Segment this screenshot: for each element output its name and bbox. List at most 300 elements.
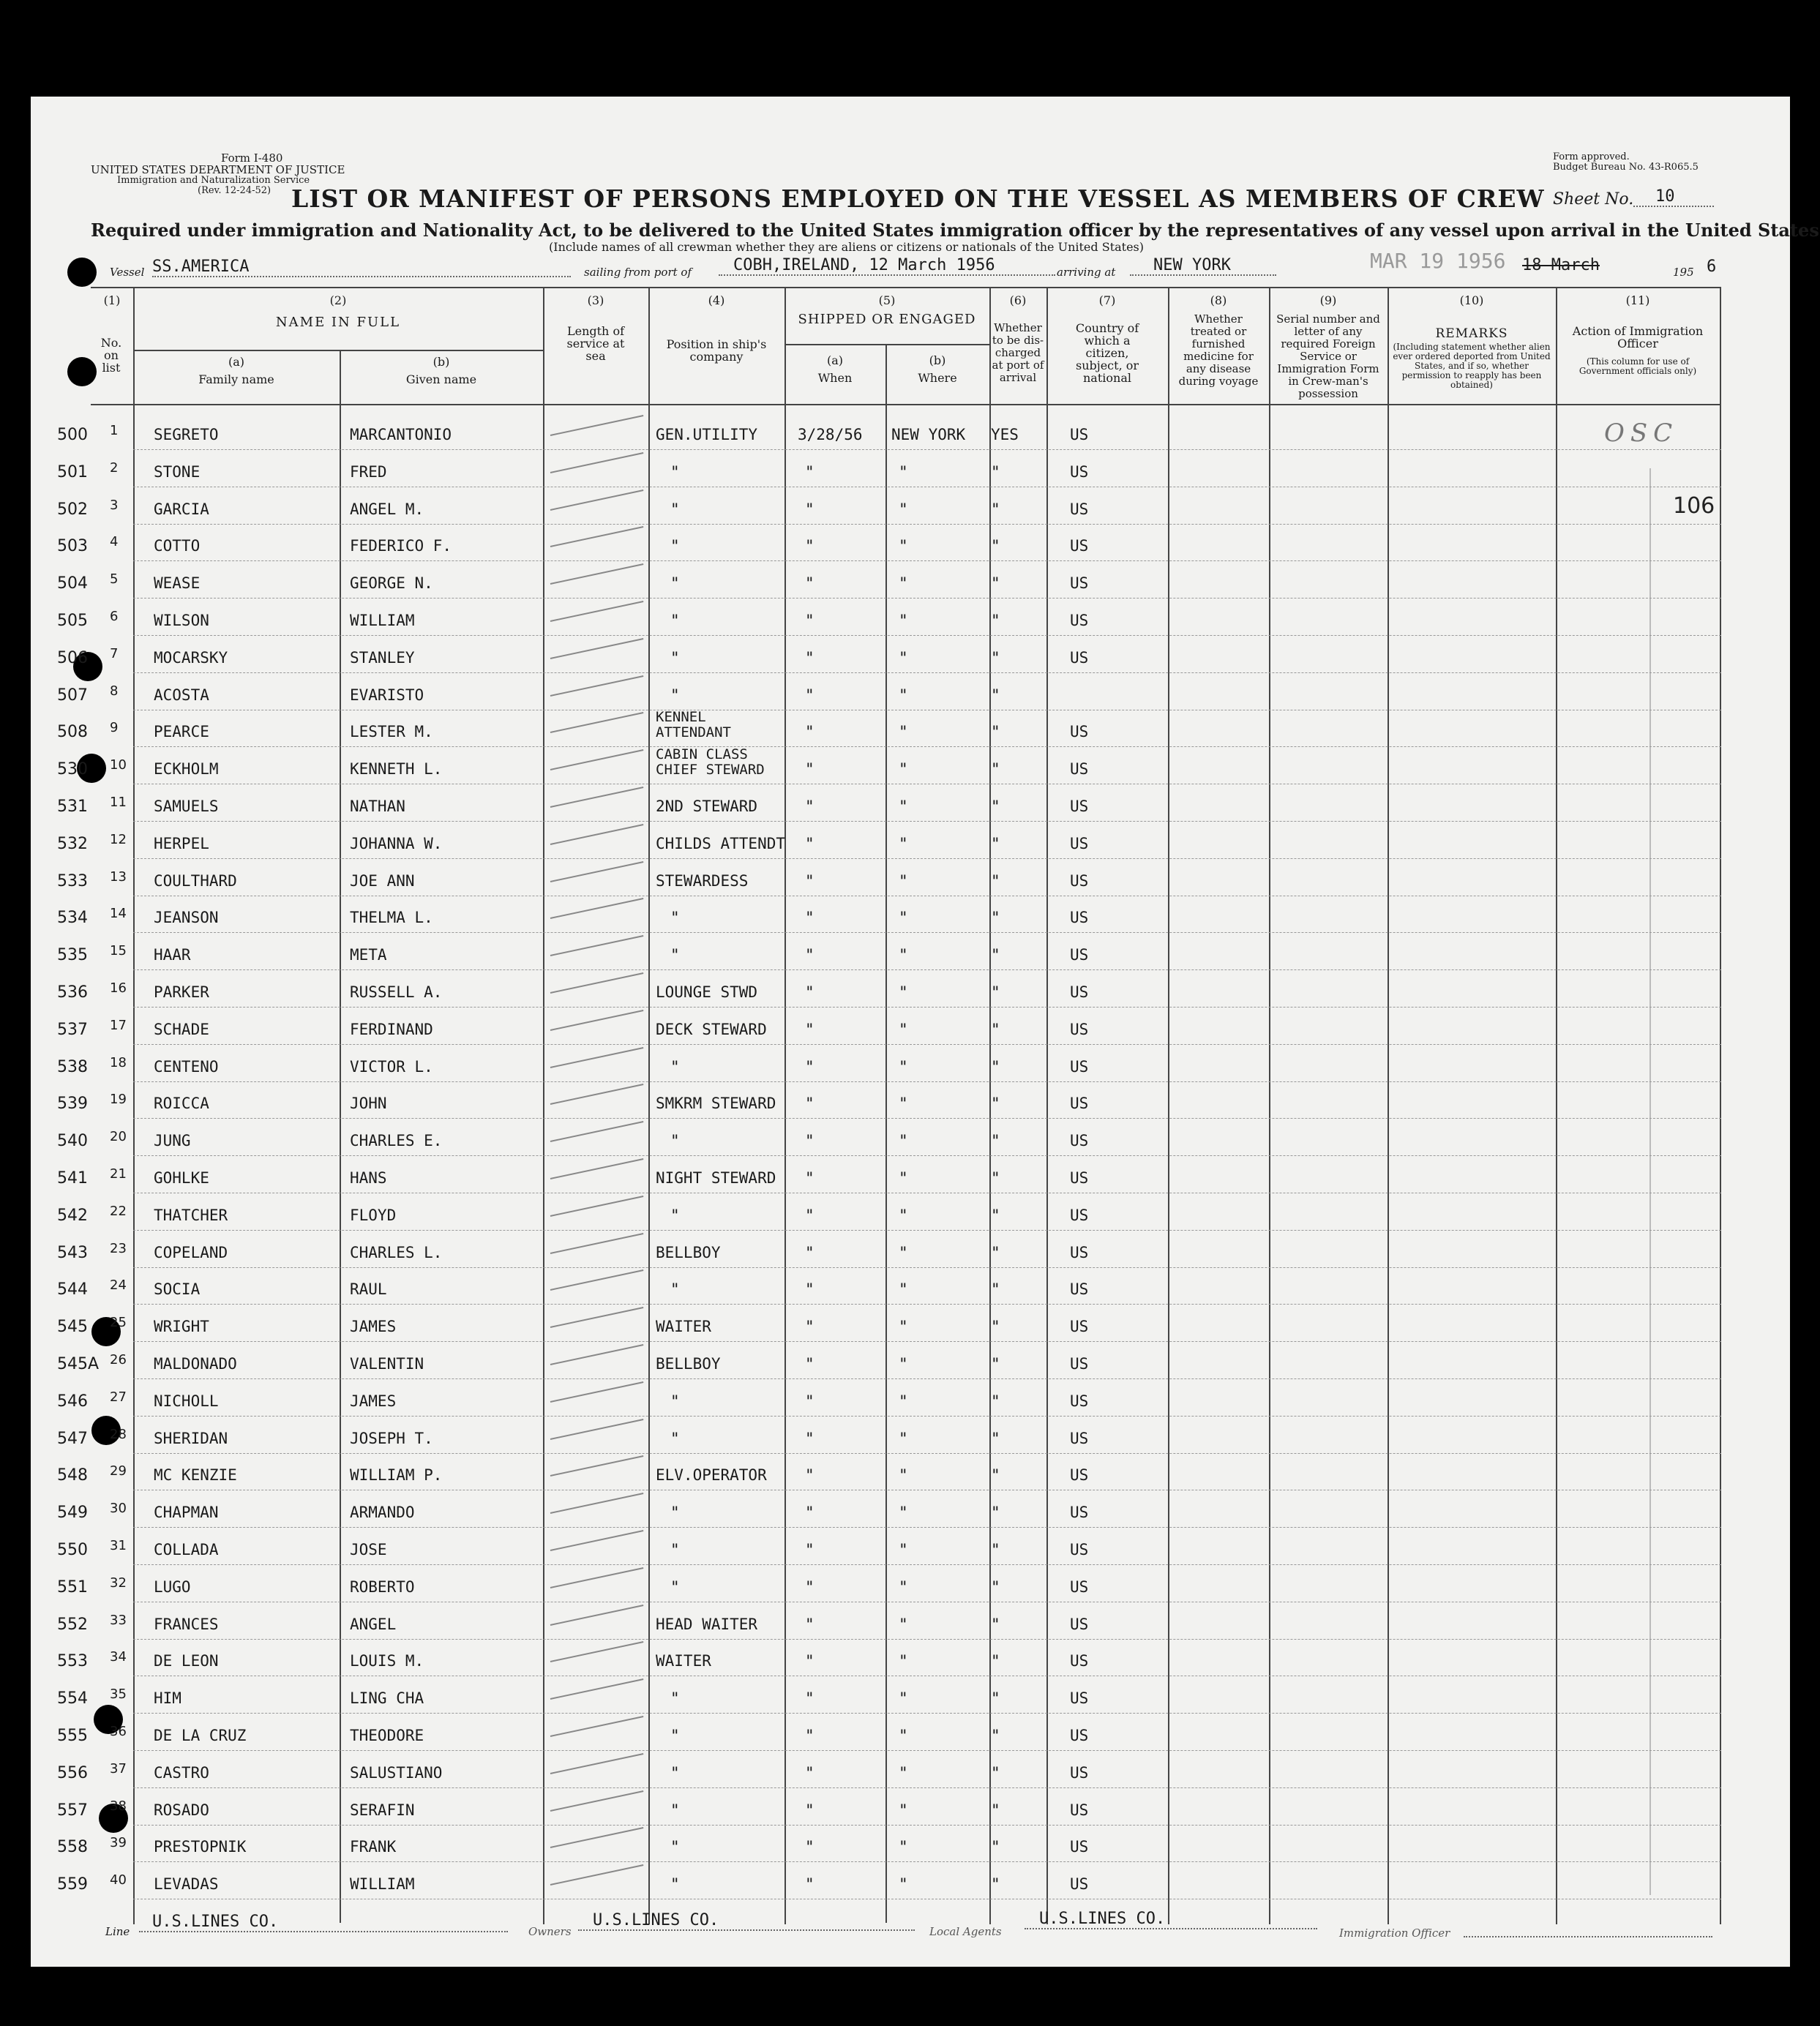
shipped-where: " bbox=[899, 612, 908, 629]
family-name: CASTRO bbox=[154, 1763, 209, 1782]
given-name: WILLIAM bbox=[350, 1875, 415, 1894]
form-approved: Form approved. bbox=[1553, 151, 1630, 162]
position: ELV.OPERATOR bbox=[656, 1466, 767, 1485]
col6-header: Whether to be dis-charged at port of arrival bbox=[992, 321, 1044, 384]
col3-header: Length of service at sea bbox=[566, 324, 625, 363]
country: US bbox=[1070, 1280, 1089, 1299]
shipped-when: " bbox=[805, 983, 814, 1001]
department: UNITED STATES DEPARTMENT OF JUSTICE bbox=[91, 163, 345, 176]
row-rule bbox=[133, 1118, 1721, 1119]
table-row bbox=[0, 530, 1820, 567]
row-no: 9 bbox=[110, 720, 119, 736]
arriving-label: arriving at bbox=[1057, 266, 1116, 279]
form-number: Form I-480 bbox=[221, 151, 283, 165]
shipped-where: " bbox=[899, 648, 908, 667]
country: US bbox=[1070, 1875, 1089, 1894]
pencil-check-mark bbox=[550, 1827, 644, 1848]
shipped-when: " bbox=[805, 1318, 814, 1336]
table-row bbox=[0, 567, 1820, 604]
family-name: DE LEON bbox=[154, 1652, 219, 1670]
row-rule bbox=[133, 969, 1721, 970]
position: " bbox=[670, 1132, 680, 1150]
family-name: COULTHARD bbox=[154, 871, 237, 890]
family-name: WRIGHT bbox=[154, 1318, 209, 1336]
shipped-where: " bbox=[899, 1095, 908, 1113]
discharged: " bbox=[991, 1132, 1000, 1150]
discharged: " bbox=[991, 1577, 1000, 1596]
include-note: (Include names of all crewman whether they are aliens or citizens or nationals of the United States) bbox=[549, 240, 1145, 254]
table-row bbox=[0, 709, 1820, 753]
col7-header: Country of which a citizen, subject, or national bbox=[1075, 321, 1139, 385]
sheet-label: Sheet No. bbox=[1553, 190, 1634, 209]
shipped-where: " bbox=[899, 574, 908, 593]
position: NIGHT STEWARD bbox=[656, 1169, 776, 1187]
year-suffix: 6 bbox=[1707, 258, 1717, 276]
country: US bbox=[1070, 648, 1089, 667]
row-hand: 537 bbox=[57, 1020, 88, 1039]
row-no: 17 bbox=[110, 1017, 127, 1033]
pencil-check-mark bbox=[550, 1084, 644, 1105]
shipped-where: " bbox=[899, 1020, 908, 1038]
family-name: JEANSON bbox=[154, 909, 219, 927]
given-name: STANLEY bbox=[350, 648, 415, 667]
pencil-check-mark bbox=[550, 638, 644, 659]
row-rule bbox=[133, 1044, 1721, 1045]
shipped-when: " bbox=[805, 834, 814, 852]
row-no: 27 bbox=[110, 1389, 127, 1405]
given-name: META bbox=[350, 946, 387, 964]
shipped-where: " bbox=[899, 1727, 908, 1744]
row-no: 40 bbox=[110, 1872, 127, 1888]
shipped-where: " bbox=[899, 760, 908, 778]
given-name: SALUSTIANO bbox=[350, 1763, 443, 1782]
shipped-when: " bbox=[805, 574, 814, 593]
row-no: 16 bbox=[110, 980, 127, 996]
shipped-where: " bbox=[899, 1318, 908, 1336]
pencil-check-mark bbox=[550, 1196, 644, 1217]
country: US bbox=[1070, 1652, 1089, 1670]
family-name: SHERIDAN bbox=[154, 1429, 228, 1447]
position: " bbox=[670, 1280, 680, 1299]
position: " bbox=[670, 500, 680, 518]
line-label: Line bbox=[105, 1925, 130, 1938]
col1-number: (1) bbox=[103, 293, 121, 307]
table-row bbox=[0, 1534, 1820, 1571]
row-rule bbox=[133, 1527, 1721, 1528]
position: STEWARDESS bbox=[656, 871, 749, 890]
position: " bbox=[670, 1392, 680, 1410]
col8-number: (8) bbox=[1210, 293, 1227, 307]
row-rule bbox=[133, 1564, 1721, 1565]
pencil-check-mark bbox=[550, 1158, 644, 1179]
shipped-when: " bbox=[805, 760, 814, 778]
row-no: 4 bbox=[110, 534, 119, 550]
shipped-where: " bbox=[899, 1541, 908, 1558]
country: US bbox=[1070, 1243, 1089, 1261]
row-hand: 507 bbox=[57, 686, 88, 705]
family-name: WILSON bbox=[154, 612, 209, 629]
row-no: 32 bbox=[110, 1575, 127, 1591]
position: " bbox=[670, 1577, 680, 1596]
family-name: LEVADAS bbox=[154, 1875, 219, 1894]
col8-header: Whether treated or furnished medicine for any disease during voyage bbox=[1178, 312, 1259, 388]
sheet-number: 10 bbox=[1633, 187, 1714, 207]
row-no: 3 bbox=[110, 497, 119, 513]
position: BELLBOY bbox=[656, 1355, 721, 1373]
position: WAITER bbox=[656, 1318, 711, 1336]
family-name: FRANCES bbox=[154, 1615, 219, 1633]
discharged: " bbox=[991, 760, 1000, 778]
position: 2ND STEWARD bbox=[656, 798, 758, 815]
position: " bbox=[670, 1206, 680, 1224]
shipped-where: " bbox=[899, 1763, 908, 1782]
pencil-check-mark bbox=[550, 1678, 644, 1700]
country: US bbox=[1070, 798, 1089, 815]
family-name: CHAPMAN bbox=[154, 1504, 219, 1522]
table-row bbox=[0, 828, 1820, 865]
row-hand: 540 bbox=[57, 1132, 88, 1151]
row-no: 18 bbox=[110, 1054, 127, 1070]
table-top-rule bbox=[91, 287, 1720, 288]
country: US bbox=[1070, 1206, 1089, 1224]
row-no: 12 bbox=[110, 831, 127, 847]
row-hand: 536 bbox=[57, 983, 88, 1002]
family-name: HAAR bbox=[154, 946, 191, 964]
table-row bbox=[0, 1757, 1820, 1794]
given-name: MARCANTONIO bbox=[350, 426, 452, 443]
row-hand: 530 bbox=[57, 760, 88, 779]
table-row bbox=[0, 1310, 1820, 1348]
row-hand: 539 bbox=[57, 1095, 88, 1114]
given-name: GEORGE N. bbox=[350, 574, 433, 593]
country: US bbox=[1070, 500, 1089, 518]
table-row bbox=[0, 901, 1820, 939]
discharged: " bbox=[991, 1727, 1000, 1744]
pencil-check-mark bbox=[550, 563, 644, 585]
given-name: FRANK bbox=[350, 1838, 397, 1856]
col10-header: REMARKS bbox=[1435, 326, 1508, 341]
row-rule bbox=[133, 1267, 1721, 1268]
shipped-where: " bbox=[899, 1169, 908, 1187]
country: US bbox=[1070, 909, 1089, 927]
row-no: 10 bbox=[110, 757, 127, 773]
col10-note: (Including statement whether alien ever ordered deported from United States, and if so, whether permission to reapply has been obtained) bbox=[1393, 342, 1551, 390]
shipped-where: NEW YORK bbox=[891, 426, 966, 443]
col11-number: (11) bbox=[1625, 293, 1650, 307]
given-name: LOUIS M. bbox=[350, 1652, 424, 1670]
shipped-when: " bbox=[805, 462, 814, 481]
officer-label: Immigration Officer bbox=[1339, 1926, 1450, 1940]
row-hand: 552 bbox=[57, 1615, 88, 1634]
shipped-when: " bbox=[805, 1132, 814, 1150]
table-row bbox=[0, 976, 1820, 1013]
discharged: " bbox=[991, 686, 1000, 704]
shipped-where: " bbox=[899, 1615, 908, 1633]
table-row bbox=[0, 1868, 1820, 1905]
discharged: " bbox=[991, 1392, 1000, 1410]
row-rule bbox=[133, 1713, 1721, 1714]
row-rule bbox=[133, 1453, 1721, 1454]
shipped-when: " bbox=[805, 946, 814, 964]
given-name: NATHAN bbox=[350, 798, 405, 815]
family-name: HERPEL bbox=[154, 834, 209, 852]
punch-hole bbox=[67, 357, 97, 386]
col11-header: Action of Immigration Officer bbox=[1572, 324, 1704, 350]
row-hand: 551 bbox=[57, 1577, 88, 1597]
row-rule bbox=[133, 672, 1721, 673]
position: " bbox=[670, 1689, 680, 1708]
col5-number: (5) bbox=[878, 293, 896, 307]
given-name: FEDERICO F. bbox=[350, 537, 452, 555]
family-name: ROICCA bbox=[154, 1095, 209, 1113]
family-name: ROSADO bbox=[154, 1801, 209, 1819]
row-rule bbox=[133, 1155, 1721, 1156]
row-rule bbox=[133, 1341, 1721, 1342]
shipped-when: " bbox=[805, 1875, 814, 1894]
country: US bbox=[1070, 1392, 1089, 1410]
given-name: ROBERTO bbox=[350, 1577, 415, 1596]
row-no: 6 bbox=[110, 609, 119, 624]
position: " bbox=[670, 1838, 680, 1856]
shipped-when: 3/28/56 bbox=[798, 426, 863, 443]
col4-number: (4) bbox=[708, 293, 725, 307]
shipped-where: " bbox=[899, 983, 908, 1001]
shipped-when: " bbox=[805, 1020, 814, 1038]
country: US bbox=[1070, 1429, 1089, 1447]
row-rule bbox=[133, 858, 1721, 859]
country: US bbox=[1070, 1169, 1089, 1187]
table-row bbox=[0, 642, 1820, 679]
row-no: 15 bbox=[110, 943, 127, 959]
table-row bbox=[0, 1013, 1820, 1051]
given-name: JOSE bbox=[350, 1541, 387, 1558]
given-name: JOHANNA W. bbox=[350, 834, 443, 852]
row-no: 8 bbox=[110, 683, 119, 699]
given-name: JOHN bbox=[350, 1095, 387, 1113]
table-row bbox=[0, 1385, 1820, 1422]
row-no: 28 bbox=[110, 1426, 127, 1442]
shipped-where: " bbox=[899, 1652, 908, 1670]
family-name: THATCHER bbox=[154, 1206, 228, 1224]
shipped-when: " bbox=[805, 1689, 814, 1708]
position: " bbox=[670, 537, 680, 555]
position: " bbox=[670, 946, 680, 964]
shipped-when: " bbox=[805, 1206, 814, 1224]
pencil-check-mark bbox=[550, 675, 644, 697]
position: " bbox=[670, 909, 680, 927]
shipped-when: " bbox=[805, 1095, 814, 1113]
row-hand: 504 bbox=[57, 574, 88, 593]
position: " bbox=[670, 612, 680, 629]
discharged: " bbox=[991, 909, 1000, 927]
row-hand: 541 bbox=[57, 1169, 88, 1188]
discharged: " bbox=[991, 1243, 1000, 1261]
discharged: " bbox=[991, 1355, 1000, 1373]
position: " bbox=[670, 1057, 680, 1076]
row-hand: 505 bbox=[57, 612, 88, 630]
pencil-check-mark bbox=[550, 601, 644, 622]
row-no: 33 bbox=[110, 1612, 127, 1628]
row-no: 19 bbox=[110, 1092, 127, 1108]
position: " bbox=[670, 1875, 680, 1894]
table-row bbox=[0, 1051, 1820, 1088]
row-hand: 558 bbox=[57, 1838, 88, 1857]
vessel-label: Vessel bbox=[110, 266, 145, 279]
pencil-check-mark bbox=[550, 452, 644, 473]
discharged: " bbox=[991, 1206, 1000, 1224]
discharged: " bbox=[991, 1504, 1000, 1522]
shipped-when: " bbox=[805, 612, 814, 629]
row-hand: 555 bbox=[57, 1727, 88, 1745]
row-no: 13 bbox=[110, 868, 127, 885]
discharged: " bbox=[991, 946, 1000, 964]
country: US bbox=[1070, 1577, 1089, 1596]
pencil-check-mark bbox=[550, 1716, 644, 1737]
col11-note: (This column for use of Government officials only) bbox=[1579, 356, 1697, 376]
col3-number: (3) bbox=[587, 293, 604, 307]
discharged: " bbox=[991, 834, 1000, 852]
pencil-check-mark bbox=[550, 787, 644, 808]
given-name: ANGEL bbox=[350, 1615, 397, 1633]
shipped-where: " bbox=[899, 946, 908, 964]
position: SMKRM STEWARD bbox=[656, 1095, 776, 1113]
discharged: " bbox=[991, 500, 1000, 518]
shipped-when: " bbox=[805, 723, 814, 741]
row-no: 36 bbox=[110, 1724, 127, 1739]
table-row bbox=[0, 493, 1820, 530]
shipped-where: " bbox=[899, 1392, 908, 1410]
arriving-port: NEW YORK bbox=[1130, 256, 1276, 276]
shipped-where: " bbox=[899, 1057, 908, 1076]
country: US bbox=[1070, 1838, 1089, 1856]
family-name: PRESTOPNIK bbox=[154, 1838, 247, 1856]
discharged: " bbox=[991, 648, 1000, 667]
pencil-check-mark bbox=[550, 415, 644, 436]
country: US bbox=[1070, 574, 1089, 593]
pencil-check-mark bbox=[550, 1864, 644, 1886]
shipped-where: " bbox=[899, 1504, 908, 1522]
col2a-header: Family name bbox=[198, 372, 274, 386]
pencil-check-mark bbox=[550, 1790, 644, 1812]
family-name: GARCIA bbox=[154, 500, 209, 518]
given-name: ANGEL M. bbox=[350, 500, 424, 518]
page-title: LIST OR MANIFEST OF PERSONS EMPLOYED ON THE VESSEL AS MEMBERS OF CREW bbox=[291, 184, 1545, 213]
shipped-when: " bbox=[805, 1280, 814, 1299]
family-name: COPELAND bbox=[154, 1243, 228, 1261]
row-no: 31 bbox=[110, 1538, 127, 1553]
discharged: " bbox=[991, 1689, 1000, 1708]
discharged: YES bbox=[991, 426, 1019, 443]
table-header-rule bbox=[91, 404, 1720, 405]
table-row bbox=[0, 1273, 1820, 1310]
row-rule bbox=[133, 449, 1721, 450]
country: US bbox=[1070, 834, 1089, 852]
row-hand: 544 bbox=[57, 1280, 88, 1299]
handwritten-count: 106 bbox=[1673, 493, 1715, 519]
pencil-check-mark bbox=[550, 935, 644, 956]
discharged: " bbox=[991, 1801, 1000, 1819]
agents-label: Local Agents bbox=[929, 1925, 1002, 1938]
family-name: CENTENO bbox=[154, 1057, 219, 1076]
shipped-where: " bbox=[899, 500, 908, 518]
position: DECK STEWARD bbox=[656, 1020, 767, 1038]
row-no: 26 bbox=[110, 1352, 127, 1367]
discharged: " bbox=[991, 983, 1000, 1001]
given-name: RAUL bbox=[350, 1280, 387, 1299]
row-hand: 545A bbox=[57, 1355, 100, 1373]
country: US bbox=[1070, 946, 1089, 964]
position: " bbox=[670, 1429, 680, 1447]
discharged: " bbox=[991, 1280, 1000, 1299]
discharged: " bbox=[991, 1095, 1000, 1113]
shipped-where: " bbox=[899, 462, 908, 481]
discharged: " bbox=[991, 723, 1000, 741]
shipped-when: " bbox=[805, 1429, 814, 1447]
shipped-where: " bbox=[899, 1206, 908, 1224]
row-rule bbox=[133, 1639, 1721, 1640]
row-hand: 546 bbox=[57, 1392, 88, 1411]
row-hand: 549 bbox=[57, 1504, 88, 1523]
position: HEAD WAITER bbox=[656, 1615, 758, 1633]
pencil-check-mark bbox=[550, 1121, 644, 1142]
shipped-when: " bbox=[805, 648, 814, 667]
family-name: MALDONADO bbox=[154, 1355, 237, 1373]
table-row bbox=[0, 604, 1820, 642]
country: US bbox=[1070, 537, 1089, 555]
table-row bbox=[0, 1459, 1820, 1496]
col5a-letter: (a) bbox=[826, 353, 844, 367]
country: US bbox=[1070, 1801, 1089, 1819]
pencil-check-mark bbox=[550, 1419, 644, 1440]
row-rule bbox=[133, 932, 1721, 933]
shipped-where: " bbox=[899, 871, 908, 890]
country: US bbox=[1070, 1057, 1089, 1076]
shipped-when: " bbox=[805, 1652, 814, 1670]
shipped-where: " bbox=[899, 1429, 908, 1447]
position: " bbox=[670, 1763, 680, 1782]
family-name: STONE bbox=[154, 462, 201, 481]
discharged: " bbox=[991, 1020, 1000, 1038]
family-name: DE LA CRUZ bbox=[154, 1727, 247, 1744]
shipped-where: " bbox=[899, 909, 908, 927]
given-name: ARMANDO bbox=[350, 1504, 415, 1522]
pencil-check-mark bbox=[550, 1381, 644, 1403]
pencil-check-mark bbox=[550, 1567, 644, 1588]
position: " bbox=[670, 686, 680, 704]
owners-label: Owners bbox=[528, 1925, 572, 1938]
country: US bbox=[1070, 462, 1089, 481]
shipped-where: " bbox=[899, 1243, 908, 1261]
row-hand: 506 bbox=[57, 648, 88, 667]
pencil-check-mark bbox=[550, 1010, 644, 1031]
shipped-when: " bbox=[805, 1801, 814, 1819]
col10-number: (10) bbox=[1459, 293, 1484, 307]
row-no: 37 bbox=[110, 1760, 127, 1776]
row-no: 24 bbox=[110, 1277, 127, 1294]
budget-bureau: Budget Bureau No. 43-R065.5 bbox=[1553, 162, 1699, 173]
family-name: NICHOLL bbox=[154, 1392, 219, 1410]
discharged: " bbox=[991, 1466, 1000, 1485]
row-no: 7 bbox=[110, 645, 119, 661]
row-hand: 533 bbox=[57, 871, 88, 890]
table-row bbox=[0, 1571, 1820, 1608]
country: US bbox=[1070, 871, 1089, 890]
given-name: WILLIAM P. bbox=[350, 1466, 443, 1485]
row-hand: 503 bbox=[57, 537, 88, 556]
pencil-check-mark bbox=[550, 824, 644, 845]
shipped-where: " bbox=[899, 537, 908, 555]
row-no: 35 bbox=[110, 1687, 127, 1703]
